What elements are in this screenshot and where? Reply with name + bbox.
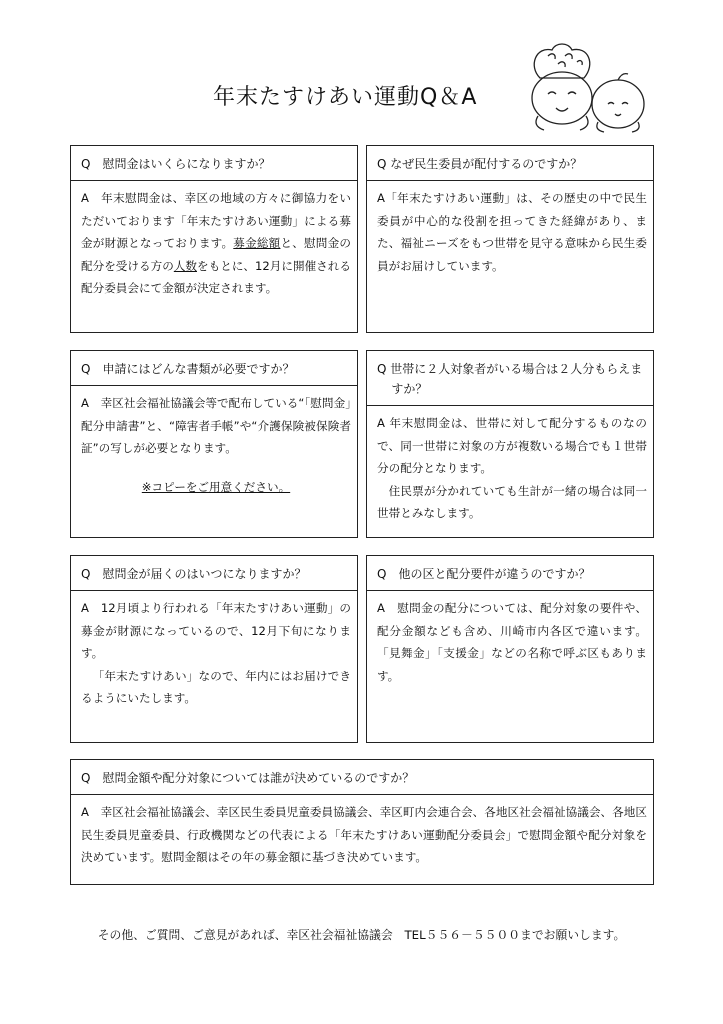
- mascot-illustration: [522, 38, 662, 134]
- qa-box-other-wards: [366, 555, 654, 743]
- qa-box-household: [366, 350, 654, 538]
- question: Q 慰問金額や配分対象については誰が決めているのですか？: [71, 760, 653, 795]
- question: Q 世帯に２人対象者がいる場合は２人分もらえますか？: [367, 351, 653, 406]
- qa-box-amount: [70, 145, 358, 333]
- qa-box-delivery: [70, 555, 358, 743]
- question: Q なぜ民生委員が配付するのですか？: [367, 146, 653, 181]
- answer: A「年末たすけあい運動」は、その歴史の中で民生委員が中心的な役割を担ってきた経緯があり、また、福祉ニーズをもつ世帯を見守る意味から民生委員がお届けしています。: [377, 191, 647, 273]
- question: Q 慰問金はいくらになりますか？: [71, 146, 357, 181]
- qa-box-distributor: [366, 145, 654, 333]
- answer: A 年末慰問金は、幸区の地域の方々に御協力をいただいております「年末たすけあい運動」による募金が財源となっております。募金総額と、慰問金の配分を受ける方の人数をもとに、12月に開催される配分委員会にて金額が決定されます。: [81, 191, 351, 295]
- contact-footer: その他、ご質問、ご意見があれば、幸区社会福祉協議会 TEL５５６－５５００までお願いします。: [97, 928, 626, 942]
- question: Q 慰問金が届くのはいつになりますか？: [71, 556, 357, 591]
- copy-note: ※コピーをご用意ください。: [141, 479, 291, 494]
- answer: A 慰問金の配分については、配分対象の要件や、配分金額なども含め、川崎市内各区で違います。「見舞金」「支援金」などの名称で呼ぶ区もあります。: [377, 601, 647, 683]
- answer: A 12月頃より行われる「年末たすけあい運動」の募金が財源になっているので、12月下旬になります。 「年末たすけあい」なので、年内にはお届けできるようにいたします。: [81, 601, 351, 705]
- question: Q 申請にはどんな書類が必要ですか？: [71, 351, 357, 386]
- answer: A 幸区社会福祉協議会等で配布している“「慰問金」配分申請書”と、“障害者手帳”や“介護保険被保険者証”の写しが必要となります。: [81, 396, 351, 455]
- question: Q 他の区と配分要件が違うのですか？: [367, 556, 653, 591]
- qa-box-documents: [70, 350, 358, 538]
- page-title: 年末たすけあい運動Q＆A: [213, 85, 478, 110]
- qa-box-decision: [70, 759, 654, 885]
- answer: A 年末慰問金は、世帯に対して配分するものなので、同一世帯に対象の方が複数いる場合でも１世帯分の配分となります。 住民票が分かれていても生計が一緒の場合は同一世帯とみなします。: [377, 416, 647, 520]
- answer: A 幸区社会福祉協議会、幸区民生委員児童委員協議会、幸区町内会連合会、各地区社会福祉協議会、各地区民生委員児童委員、行政機関などの代表による「年末たすけあい運動配分委員会」で慰問金額や配分対象を決めています。慰問金額はその年の募金額に基づき決めています。: [81, 805, 647, 864]
